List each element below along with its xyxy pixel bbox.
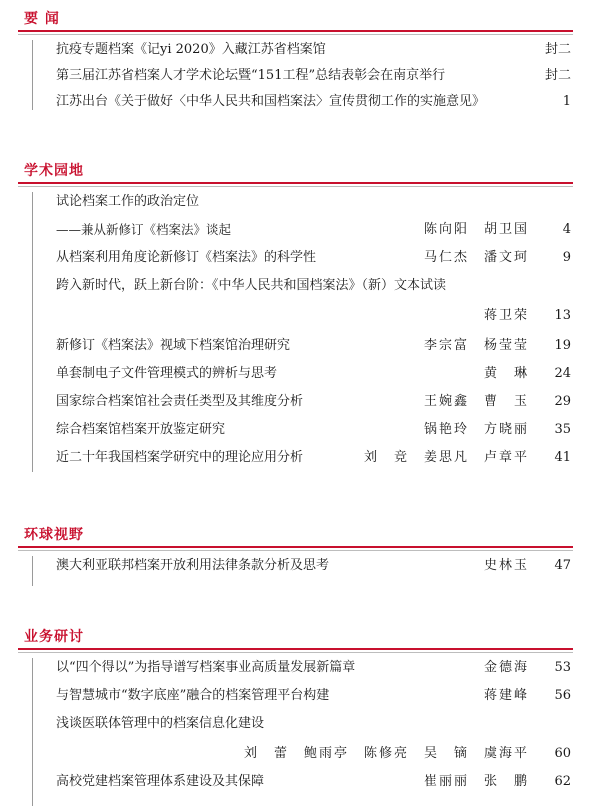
entry-title: 试论档案工作的政治定位 — [56, 194, 200, 209]
toc-entry[interactable] — [56, 306, 571, 326]
entry-authors: 陈向阳 胡卫国 — [423, 222, 529, 237]
section-header — [0, 8, 591, 32]
toc-entry[interactable] — [56, 66, 571, 86]
entry-subtitle: ——兼从新修订《档案法》谈起 — [56, 222, 232, 237]
entries-vertical-rule — [32, 556, 33, 586]
entry-title: 国家综合档案馆社会责任类型及其维度分析 — [56, 394, 304, 409]
entry-page: 35 — [554, 422, 571, 437]
entry-title: 与智慧城市“数字底座”融合的档案管理平台构建 — [56, 688, 330, 703]
entry-authors: 蒋卫荣 — [483, 308, 529, 323]
entry-authors: 崔丽丽 张 鹏 — [423, 774, 529, 789]
entry-title: 高校党建档案管理体系建设及其保障 — [56, 774, 265, 789]
entry-page: 4 — [562, 222, 571, 237]
entry-authors: 李宗富 杨莹莹 — [423, 338, 529, 353]
toc-entry[interactable] — [56, 192, 571, 212]
entry-title: 抗疫专题档案《记yi 2020》入藏江苏省档案馆 — [56, 42, 326, 57]
toc-entry[interactable] — [56, 248, 571, 268]
toc-entry[interactable] — [56, 448, 571, 468]
entry-page: 13 — [554, 308, 571, 323]
entry-title: 浅谈医联体管理中的档案信息化建设 — [56, 716, 265, 731]
toc-entry[interactable] — [56, 556, 571, 576]
entry-title: 江苏出台《关于做好〈中华人民共和国档案法〉宣传贯彻工作的实施意见》 — [56, 94, 486, 109]
toc-entry[interactable] — [56, 336, 571, 356]
entry-authors: 蒋建峰 — [483, 688, 529, 703]
entry-authors: 马仁杰 潘文珂 — [423, 250, 529, 265]
toc-entries — [0, 184, 591, 474]
section-xueshu — [0, 160, 591, 474]
entry-authors: 史林玉 — [483, 558, 529, 573]
section-yewu — [0, 626, 591, 808]
entry-title: 以“四个得以”为指导谱写档案事业高质量发展新篇章 — [56, 660, 356, 675]
entries-vertical-rule — [32, 40, 33, 110]
toc-entry[interactable] — [56, 276, 571, 296]
section-header — [0, 160, 591, 184]
entry-title: 新修订《档案法》视域下档案馆治理研究 — [56, 338, 291, 353]
entries-vertical-rule — [32, 658, 33, 806]
toc-entries — [0, 32, 591, 112]
entry-title: 跨入新时代，跃上新台阶：《中华人民共和国档案法》（新）文本试读 — [56, 278, 447, 293]
entry-page: 41 — [554, 450, 571, 465]
toc-entries — [0, 650, 591, 808]
entry-page: 53 — [554, 660, 571, 675]
section-header — [0, 626, 591, 650]
section-title: 要 闻 — [24, 11, 60, 27]
section-huanqiu — [0, 524, 591, 588]
entry-page: 封二 — [544, 68, 571, 83]
entry-title: 第三届江苏省档案人才学术论坛暨“151工程”总结表彰会在南京举行 — [56, 68, 446, 83]
toc-entry[interactable] — [56, 220, 571, 240]
entry-page: 封二 — [544, 42, 571, 57]
entry-page: 47 — [554, 558, 571, 573]
toc-entries — [0, 548, 591, 588]
toc-entry[interactable] — [56, 772, 571, 792]
toc-entry[interactable] — [56, 658, 571, 678]
entry-title: 综合档案馆档案开放鉴定研究 — [56, 422, 226, 437]
section-yaowen — [0, 8, 591, 112]
toc-entry[interactable] — [56, 686, 571, 706]
toc-entry[interactable] — [56, 92, 571, 112]
section-title: 环球视野 — [24, 527, 84, 543]
toc-entry[interactable] — [56, 392, 571, 412]
entry-page: 60 — [554, 746, 571, 761]
entry-page: 24 — [554, 366, 571, 381]
section-title: 业务研讨 — [24, 629, 84, 645]
entry-title: 近二十年我国档案学研究中的理论应用分析 — [56, 450, 304, 465]
entry-page: 29 — [554, 394, 571, 409]
toc-entry[interactable] — [56, 714, 571, 734]
section-title: 学术园地 — [24, 163, 84, 179]
entry-page: 62 — [554, 774, 571, 789]
entry-authors: 刘 蕾 鲍雨亭 陈修亮 吴 镝 虞海平 — [243, 746, 529, 761]
toc-entry[interactable] — [56, 744, 571, 764]
entry-authors: 锅艳玲 方晓丽 — [423, 422, 529, 437]
entry-title: 单套制电子文件管理模式的辨析与思考 — [56, 366, 278, 381]
entry-page: 19 — [554, 338, 571, 353]
toc-entry[interactable] — [56, 40, 571, 60]
toc-entry[interactable] — [56, 420, 571, 440]
entry-title: 从档案利用角度论新修订《档案法》的科学性 — [56, 250, 317, 265]
entry-page: 9 — [562, 250, 571, 265]
entry-page: 1 — [562, 94, 571, 109]
entry-authors: 王婉鑫 曹 玉 — [423, 394, 529, 409]
entry-page: 56 — [554, 688, 571, 703]
entry-title: 澳大利亚联邦档案开放利用法律条款分析及思考 — [56, 558, 330, 573]
toc-entry[interactable] — [56, 364, 571, 384]
entry-authors: 黄 琳 — [483, 366, 529, 381]
entry-authors: 金德海 — [483, 660, 529, 675]
section-header — [0, 524, 591, 548]
entry-authors: 刘 竞 姜思凡 卢章平 — [363, 450, 529, 465]
entries-vertical-rule — [32, 192, 33, 472]
